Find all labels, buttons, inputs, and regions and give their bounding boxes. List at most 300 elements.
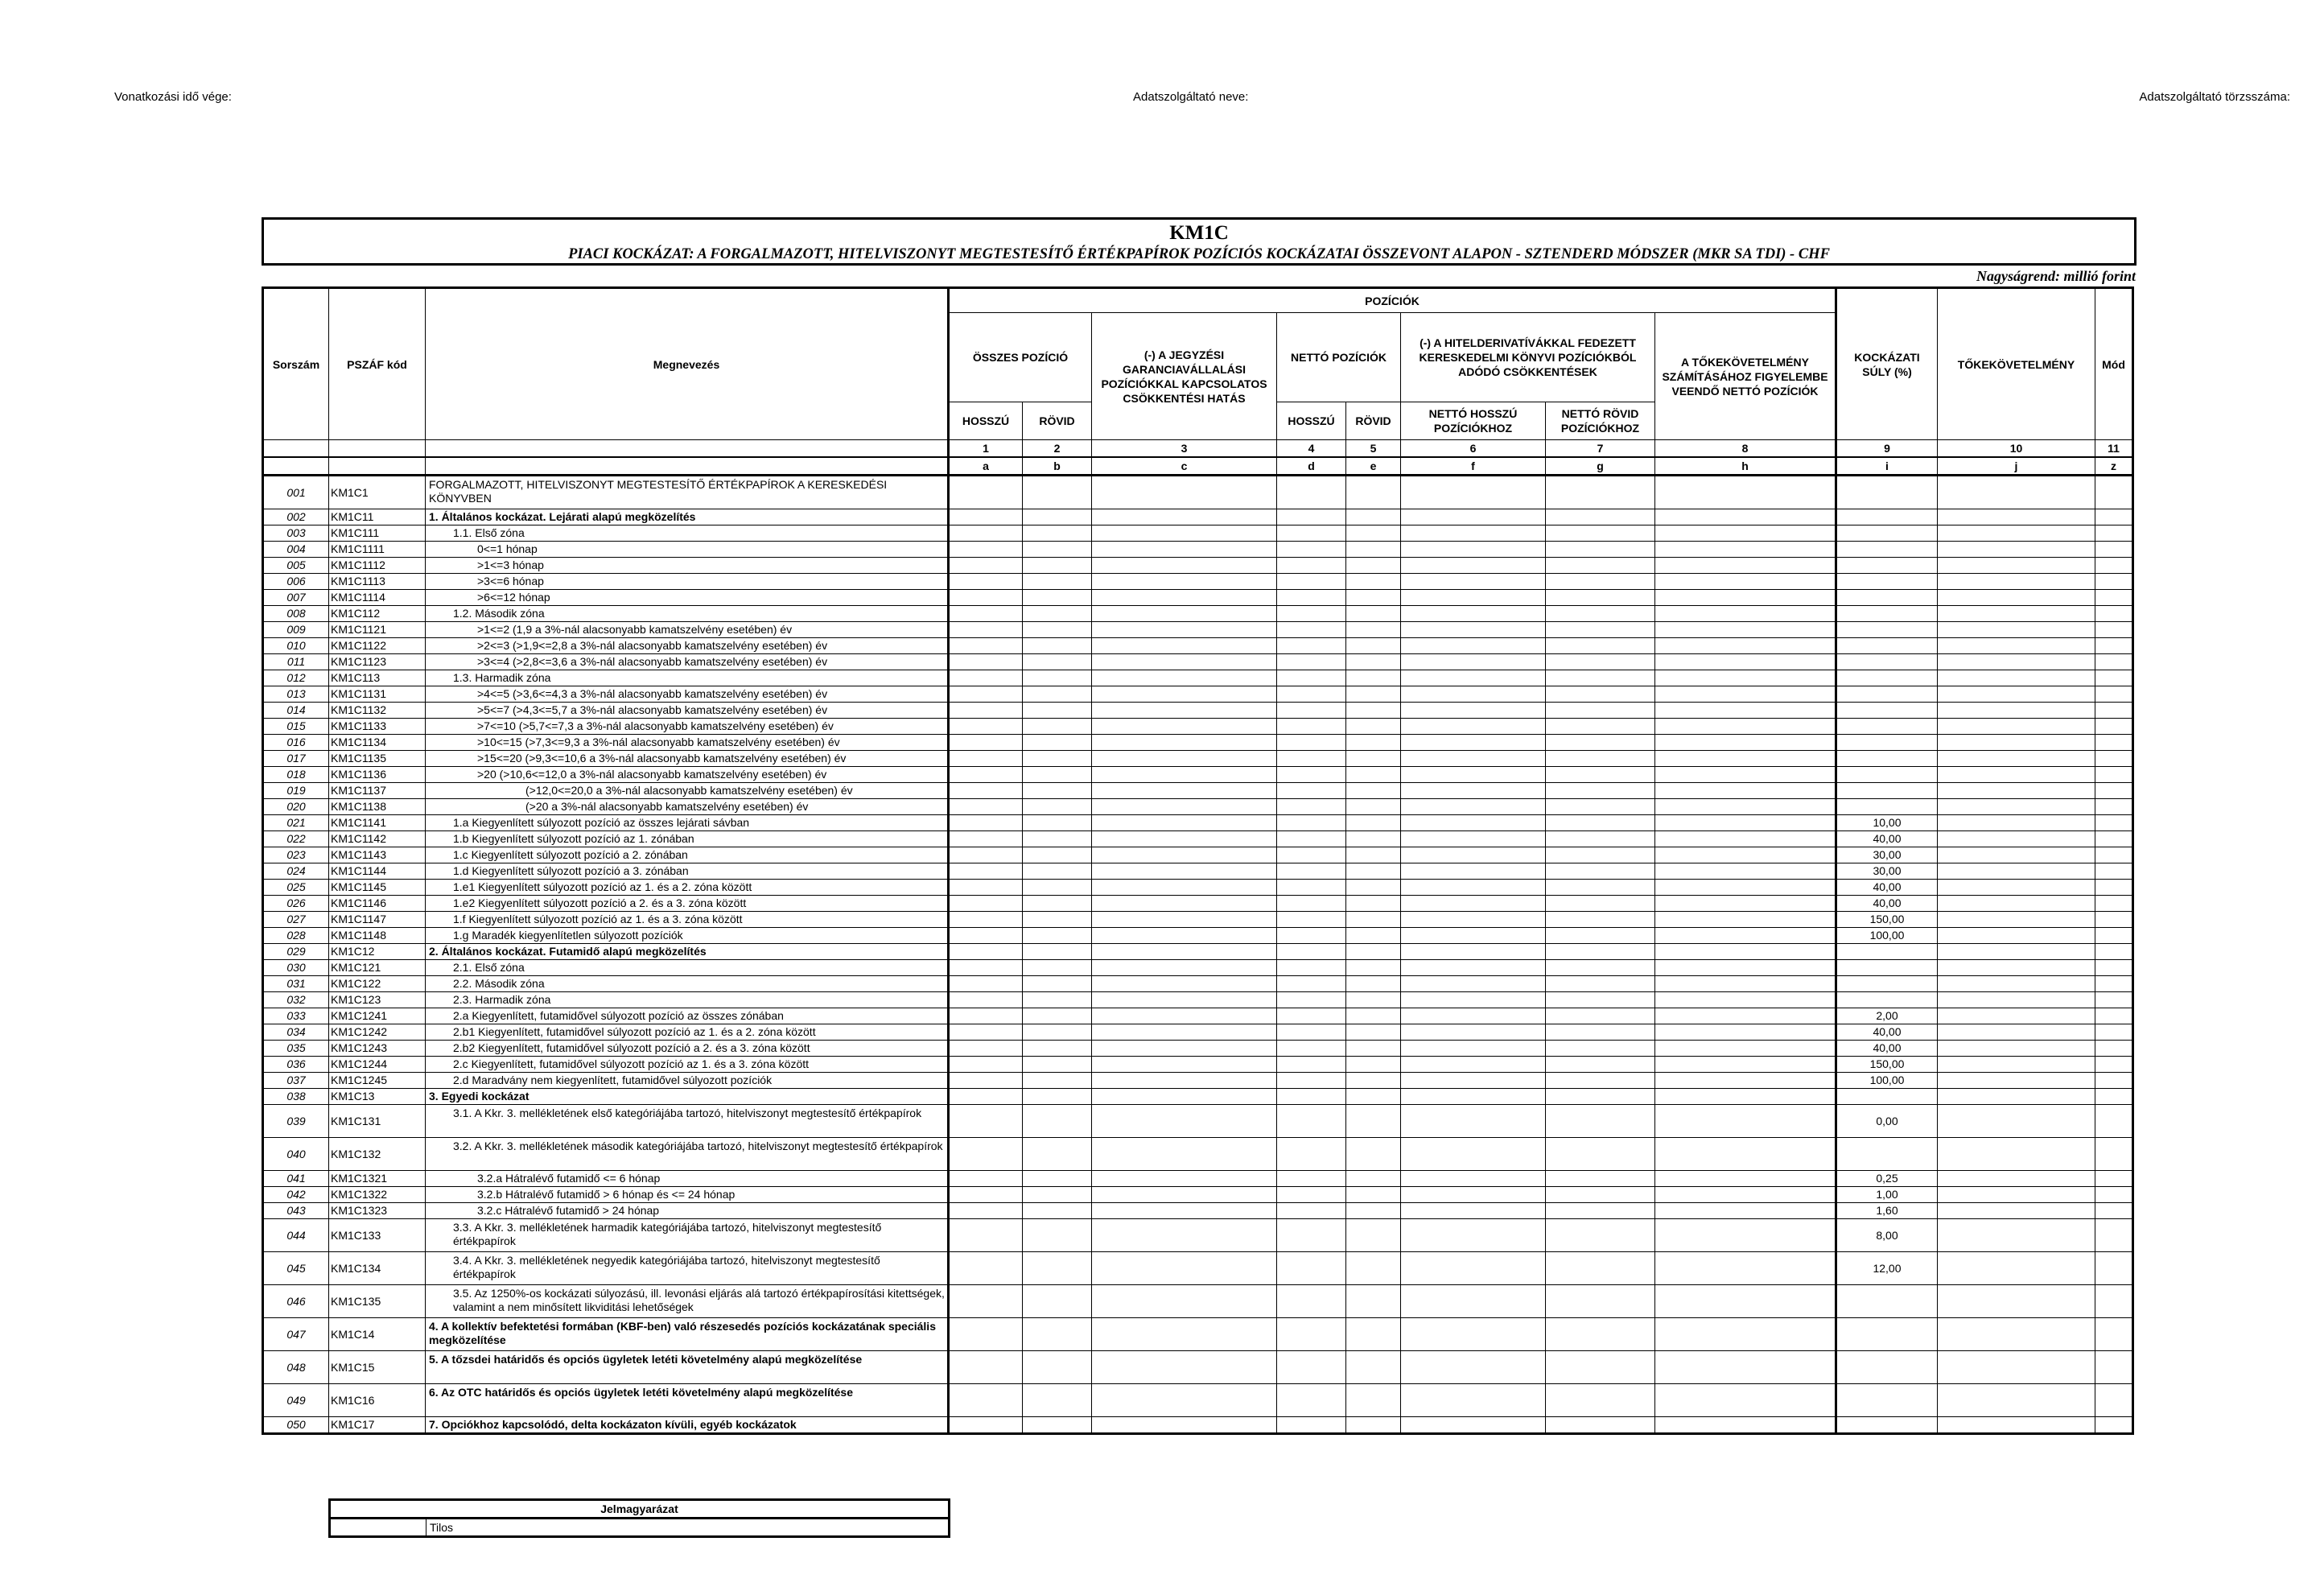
risk-weight-cell[interactable] bbox=[1836, 751, 1938, 767]
risk-weight-cell[interactable] bbox=[1836, 1351, 1938, 1384]
data-cell[interactable] bbox=[949, 606, 1023, 622]
data-cell[interactable] bbox=[1655, 831, 1836, 847]
data-cell[interactable] bbox=[1401, 799, 1546, 815]
data-cell[interactable] bbox=[1092, 509, 1277, 525]
data-cell[interactable] bbox=[1023, 476, 1092, 509]
risk-weight-cell[interactable] bbox=[1836, 638, 1938, 654]
data-cell[interactable] bbox=[949, 1318, 1023, 1351]
data-cell[interactable] bbox=[1023, 1351, 1092, 1384]
data-cell[interactable] bbox=[949, 542, 1023, 558]
data-cell[interactable] bbox=[1092, 525, 1277, 542]
risk-weight-cell[interactable] bbox=[1836, 590, 1938, 606]
data-cell[interactable] bbox=[1401, 1171, 1546, 1187]
data-cell[interactable] bbox=[949, 654, 1023, 670]
data-cell[interactable] bbox=[1655, 606, 1836, 622]
risk-weight-cell[interactable] bbox=[1836, 1417, 1938, 1434]
data-cell[interactable] bbox=[1092, 1417, 1277, 1434]
data-cell[interactable] bbox=[1546, 944, 1655, 960]
data-cell[interactable] bbox=[1655, 1252, 1836, 1285]
data-cell[interactable] bbox=[1277, 1384, 1346, 1417]
data-cell[interactable] bbox=[2095, 670, 2133, 686]
data-cell[interactable] bbox=[1277, 799, 1346, 815]
data-cell[interactable] bbox=[1023, 1041, 1092, 1057]
data-cell[interactable] bbox=[1938, 509, 2095, 525]
data-cell[interactable] bbox=[1023, 815, 1092, 831]
data-cell[interactable] bbox=[1938, 1285, 2095, 1318]
data-cell[interactable] bbox=[1092, 1384, 1277, 1417]
risk-weight-cell[interactable]: 30,00 bbox=[1836, 863, 1938, 880]
data-cell[interactable] bbox=[1401, 1252, 1546, 1285]
data-cell[interactable] bbox=[949, 1073, 1023, 1089]
data-cell[interactable] bbox=[1277, 703, 1346, 719]
data-cell[interactable] bbox=[1655, 1318, 1836, 1351]
data-cell[interactable] bbox=[1092, 1351, 1277, 1384]
data-cell[interactable] bbox=[1546, 558, 1655, 574]
data-cell[interactable] bbox=[949, 1219, 1023, 1252]
data-cell[interactable] bbox=[1277, 783, 1346, 799]
data-cell[interactable] bbox=[1277, 670, 1346, 686]
data-cell[interactable] bbox=[1401, 1138, 1546, 1171]
data-cell[interactable] bbox=[1092, 767, 1277, 783]
data-cell[interactable] bbox=[1546, 976, 1655, 992]
data-cell[interactable] bbox=[1655, 525, 1836, 542]
data-cell[interactable] bbox=[1655, 686, 1836, 703]
risk-weight-cell[interactable]: 0,00 bbox=[1836, 1105, 1938, 1138]
data-cell[interactable] bbox=[2095, 1203, 2133, 1219]
risk-weight-cell[interactable] bbox=[1836, 960, 1938, 976]
data-cell[interactable] bbox=[949, 574, 1023, 590]
data-cell[interactable] bbox=[1938, 1089, 2095, 1105]
data-cell[interactable] bbox=[1938, 960, 2095, 976]
data-cell[interactable] bbox=[1092, 1187, 1277, 1203]
data-cell[interactable] bbox=[1938, 1024, 2095, 1041]
data-cell[interactable] bbox=[1401, 686, 1546, 703]
data-cell[interactable] bbox=[2095, 686, 2133, 703]
data-cell[interactable] bbox=[1546, 525, 1655, 542]
data-cell[interactable] bbox=[1655, 751, 1836, 767]
data-cell[interactable] bbox=[1092, 815, 1277, 831]
data-cell[interactable] bbox=[1655, 476, 1836, 509]
data-cell[interactable] bbox=[1092, 719, 1277, 735]
data-cell[interactable] bbox=[1277, 1073, 1346, 1089]
data-cell[interactable] bbox=[1277, 1171, 1346, 1187]
data-cell[interactable] bbox=[1655, 1105, 1836, 1138]
data-cell[interactable] bbox=[1938, 735, 2095, 751]
data-cell[interactable] bbox=[1546, 1041, 1655, 1057]
data-cell[interactable] bbox=[1346, 1351, 1401, 1384]
risk-weight-cell[interactable] bbox=[1836, 719, 1938, 735]
data-cell[interactable] bbox=[1655, 960, 1836, 976]
data-cell[interactable] bbox=[1546, 719, 1655, 735]
data-cell[interactable] bbox=[1655, 992, 1836, 1008]
data-cell[interactable] bbox=[1655, 719, 1836, 735]
data-cell[interactable] bbox=[1938, 1187, 2095, 1203]
data-cell[interactable] bbox=[2095, 638, 2133, 654]
data-cell[interactable] bbox=[949, 719, 1023, 735]
risk-weight-cell[interactable]: 1,60 bbox=[1836, 1203, 1938, 1219]
data-cell[interactable] bbox=[1938, 574, 2095, 590]
data-cell[interactable] bbox=[1401, 1008, 1546, 1024]
data-cell[interactable] bbox=[1655, 1008, 1836, 1024]
data-cell[interactable] bbox=[1023, 590, 1092, 606]
data-cell[interactable] bbox=[1023, 1171, 1092, 1187]
data-cell[interactable] bbox=[2095, 719, 2133, 735]
data-cell[interactable] bbox=[1023, 1024, 1092, 1041]
data-cell[interactable] bbox=[1023, 928, 1092, 944]
data-cell[interactable] bbox=[1023, 1089, 1092, 1105]
data-cell[interactable] bbox=[949, 1024, 1023, 1041]
data-cell[interactable] bbox=[1023, 751, 1092, 767]
data-cell[interactable] bbox=[1023, 1008, 1092, 1024]
data-cell[interactable] bbox=[1277, 574, 1346, 590]
data-cell[interactable] bbox=[1655, 1171, 1836, 1187]
risk-weight-cell[interactable] bbox=[1836, 670, 1938, 686]
data-cell[interactable] bbox=[1655, 1203, 1836, 1219]
data-cell[interactable] bbox=[1938, 622, 2095, 638]
data-cell[interactable] bbox=[1938, 912, 2095, 928]
data-cell[interactable] bbox=[949, 1171, 1023, 1187]
data-cell[interactable] bbox=[1938, 719, 2095, 735]
data-cell[interactable] bbox=[1346, 719, 1401, 735]
data-cell[interactable] bbox=[1092, 476, 1277, 509]
data-cell[interactable] bbox=[1092, 1138, 1277, 1171]
data-cell[interactable] bbox=[1546, 1203, 1655, 1219]
data-cell[interactable] bbox=[949, 863, 1023, 880]
data-cell[interactable] bbox=[949, 509, 1023, 525]
data-cell[interactable] bbox=[1346, 670, 1401, 686]
data-cell[interactable] bbox=[949, 751, 1023, 767]
data-cell[interactable] bbox=[1092, 590, 1277, 606]
data-cell[interactable] bbox=[1346, 622, 1401, 638]
data-cell[interactable] bbox=[1546, 831, 1655, 847]
data-cell[interactable] bbox=[1277, 1105, 1346, 1138]
data-cell[interactable] bbox=[1023, 992, 1092, 1008]
data-cell[interactable] bbox=[1346, 912, 1401, 928]
data-cell[interactable] bbox=[1346, 992, 1401, 1008]
data-cell[interactable] bbox=[1092, 783, 1277, 799]
data-cell[interactable] bbox=[1938, 992, 2095, 1008]
data-cell[interactable] bbox=[2095, 1318, 2133, 1351]
risk-weight-cell[interactable] bbox=[1836, 799, 1938, 815]
data-cell[interactable] bbox=[1401, 1073, 1546, 1089]
data-cell[interactable] bbox=[1092, 1089, 1277, 1105]
data-cell[interactable] bbox=[1938, 654, 2095, 670]
data-cell[interactable] bbox=[1655, 1041, 1836, 1057]
data-cell[interactable] bbox=[2095, 847, 2133, 863]
data-cell[interactable] bbox=[2095, 525, 2133, 542]
data-cell[interactable] bbox=[1546, 1008, 1655, 1024]
risk-weight-cell[interactable] bbox=[1836, 1285, 1938, 1318]
data-cell[interactable] bbox=[1346, 1384, 1401, 1417]
data-cell[interactable] bbox=[1401, 525, 1546, 542]
data-cell[interactable] bbox=[1401, 1041, 1546, 1057]
data-cell[interactable] bbox=[2095, 863, 2133, 880]
data-cell[interactable] bbox=[1092, 1105, 1277, 1138]
data-cell[interactable] bbox=[949, 1384, 1023, 1417]
risk-weight-cell[interactable] bbox=[1836, 509, 1938, 525]
data-cell[interactable] bbox=[949, 1417, 1023, 1434]
data-cell[interactable] bbox=[2095, 960, 2133, 976]
data-cell[interactable] bbox=[1546, 638, 1655, 654]
risk-weight-cell[interactable] bbox=[1836, 622, 1938, 638]
data-cell[interactable] bbox=[949, 1252, 1023, 1285]
data-cell[interactable] bbox=[1401, 1384, 1546, 1417]
data-cell[interactable] bbox=[1938, 1219, 2095, 1252]
data-cell[interactable] bbox=[2095, 944, 2133, 960]
data-cell[interactable] bbox=[949, 1089, 1023, 1105]
data-cell[interactable] bbox=[1092, 574, 1277, 590]
data-cell[interactable] bbox=[1401, 1285, 1546, 1318]
data-cell[interactable] bbox=[1401, 912, 1546, 928]
data-cell[interactable] bbox=[2095, 542, 2133, 558]
data-cell[interactable] bbox=[1938, 896, 2095, 912]
data-cell[interactable] bbox=[1277, 1417, 1346, 1434]
data-cell[interactable] bbox=[1938, 1171, 2095, 1187]
data-cell[interactable] bbox=[1092, 638, 1277, 654]
data-cell[interactable] bbox=[1277, 976, 1346, 992]
data-cell[interactable] bbox=[1023, 670, 1092, 686]
data-cell[interactable] bbox=[1092, 622, 1277, 638]
data-cell[interactable] bbox=[1546, 1219, 1655, 1252]
data-cell[interactable] bbox=[1401, 622, 1546, 638]
data-cell[interactable] bbox=[1346, 1203, 1401, 1219]
data-cell[interactable] bbox=[1401, 703, 1546, 719]
data-cell[interactable] bbox=[1655, 976, 1836, 992]
data-cell[interactable] bbox=[1546, 1285, 1655, 1318]
data-cell[interactable] bbox=[1277, 928, 1346, 944]
data-cell[interactable] bbox=[1655, 767, 1836, 783]
data-cell[interactable] bbox=[1655, 880, 1836, 896]
data-cell[interactable] bbox=[1546, 476, 1655, 509]
data-cell[interactable] bbox=[1546, 542, 1655, 558]
data-cell[interactable] bbox=[1277, 880, 1346, 896]
data-cell[interactable] bbox=[1346, 1138, 1401, 1171]
data-cell[interactable] bbox=[1938, 767, 2095, 783]
data-cell[interactable] bbox=[949, 590, 1023, 606]
risk-weight-cell[interactable] bbox=[1836, 1384, 1938, 1417]
data-cell[interactable] bbox=[1938, 944, 2095, 960]
data-cell[interactable] bbox=[2095, 606, 2133, 622]
data-cell[interactable] bbox=[1655, 1138, 1836, 1171]
data-cell[interactable] bbox=[1938, 863, 2095, 880]
data-cell[interactable] bbox=[2095, 1041, 2133, 1057]
data-cell[interactable] bbox=[1346, 1057, 1401, 1073]
data-cell[interactable] bbox=[1401, 670, 1546, 686]
data-cell[interactable] bbox=[1092, 670, 1277, 686]
data-cell[interactable] bbox=[949, 831, 1023, 847]
data-cell[interactable] bbox=[949, 1351, 1023, 1384]
data-cell[interactable] bbox=[1401, 654, 1546, 670]
data-cell[interactable] bbox=[1092, 735, 1277, 751]
data-cell[interactable] bbox=[1938, 1351, 2095, 1384]
data-cell[interactable] bbox=[2095, 574, 2133, 590]
data-cell[interactable] bbox=[1277, 1089, 1346, 1105]
data-cell[interactable] bbox=[1401, 976, 1546, 992]
data-cell[interactable] bbox=[1401, 1203, 1546, 1219]
data-cell[interactable] bbox=[2095, 880, 2133, 896]
data-cell[interactable] bbox=[1092, 863, 1277, 880]
data-cell[interactable] bbox=[1546, 1138, 1655, 1171]
data-cell[interactable] bbox=[1938, 1318, 2095, 1351]
data-cell[interactable] bbox=[1401, 1187, 1546, 1203]
data-cell[interactable] bbox=[1346, 686, 1401, 703]
data-cell[interactable] bbox=[1655, 1219, 1836, 1252]
data-cell[interactable] bbox=[1938, 476, 2095, 509]
data-cell[interactable] bbox=[1401, 960, 1546, 976]
data-cell[interactable] bbox=[1401, 1105, 1546, 1138]
data-cell[interactable] bbox=[1546, 509, 1655, 525]
data-cell[interactable] bbox=[1938, 670, 2095, 686]
data-cell[interactable] bbox=[2095, 1171, 2133, 1187]
data-cell[interactable] bbox=[1546, 1073, 1655, 1089]
data-cell[interactable] bbox=[1346, 1252, 1401, 1285]
data-cell[interactable] bbox=[949, 670, 1023, 686]
risk-weight-cell[interactable]: 2,00 bbox=[1836, 1008, 1938, 1024]
data-cell[interactable] bbox=[1023, 831, 1092, 847]
data-cell[interactable] bbox=[1655, 542, 1836, 558]
data-cell[interactable] bbox=[1546, 863, 1655, 880]
data-cell[interactable] bbox=[1023, 1073, 1092, 1089]
data-cell[interactable] bbox=[949, 912, 1023, 928]
data-cell[interactable] bbox=[1546, 880, 1655, 896]
data-cell[interactable] bbox=[1655, 1089, 1836, 1105]
data-cell[interactable] bbox=[949, 783, 1023, 799]
data-cell[interactable] bbox=[1346, 1073, 1401, 1089]
data-cell[interactable] bbox=[1546, 912, 1655, 928]
data-cell[interactable] bbox=[2095, 1105, 2133, 1138]
data-cell[interactable] bbox=[1277, 1008, 1346, 1024]
data-cell[interactable] bbox=[949, 1008, 1023, 1024]
data-cell[interactable] bbox=[1346, 783, 1401, 799]
data-cell[interactable] bbox=[1546, 751, 1655, 767]
risk-weight-cell[interactable]: 100,00 bbox=[1836, 1073, 1938, 1089]
data-cell[interactable] bbox=[1346, 847, 1401, 863]
data-cell[interactable] bbox=[1546, 1187, 1655, 1203]
data-cell[interactable] bbox=[1938, 1057, 2095, 1073]
data-cell[interactable] bbox=[949, 703, 1023, 719]
data-cell[interactable] bbox=[1092, 831, 1277, 847]
data-cell[interactable] bbox=[1346, 815, 1401, 831]
risk-weight-cell[interactable] bbox=[1836, 703, 1938, 719]
data-cell[interactable] bbox=[1401, 1417, 1546, 1434]
data-cell[interactable] bbox=[1938, 880, 2095, 896]
data-cell[interactable] bbox=[2095, 1073, 2133, 1089]
data-cell[interactable] bbox=[1546, 606, 1655, 622]
data-cell[interactable] bbox=[1023, 1384, 1092, 1417]
data-cell[interactable] bbox=[1346, 703, 1401, 719]
data-cell[interactable] bbox=[1546, 1171, 1655, 1187]
data-cell[interactable] bbox=[1277, 1024, 1346, 1041]
data-cell[interactable] bbox=[1401, 476, 1546, 509]
data-cell[interactable] bbox=[2095, 815, 2133, 831]
data-cell[interactable] bbox=[1655, 703, 1836, 719]
data-cell[interactable] bbox=[1277, 847, 1346, 863]
data-cell[interactable] bbox=[949, 686, 1023, 703]
data-cell[interactable] bbox=[1092, 1252, 1277, 1285]
data-cell[interactable] bbox=[1092, 799, 1277, 815]
data-cell[interactable] bbox=[1346, 880, 1401, 896]
data-cell[interactable] bbox=[2095, 509, 2133, 525]
data-cell[interactable] bbox=[1546, 1384, 1655, 1417]
data-cell[interactable] bbox=[1655, 1351, 1836, 1384]
data-cell[interactable] bbox=[1346, 1024, 1401, 1041]
risk-weight-cell[interactable]: 40,00 bbox=[1836, 880, 1938, 896]
data-cell[interactable] bbox=[1546, 1105, 1655, 1138]
data-cell[interactable] bbox=[1401, 574, 1546, 590]
data-cell[interactable] bbox=[1023, 1285, 1092, 1318]
data-cell[interactable] bbox=[1023, 638, 1092, 654]
data-cell[interactable] bbox=[1277, 896, 1346, 912]
data-cell[interactable] bbox=[1346, 944, 1401, 960]
data-cell[interactable] bbox=[949, 976, 1023, 992]
data-cell[interactable] bbox=[1401, 880, 1546, 896]
data-cell[interactable] bbox=[1092, 686, 1277, 703]
data-cell[interactable] bbox=[949, 1203, 1023, 1219]
data-cell[interactable] bbox=[1655, 1024, 1836, 1041]
data-cell[interactable] bbox=[2095, 896, 2133, 912]
data-cell[interactable] bbox=[949, 476, 1023, 509]
data-cell[interactable] bbox=[949, 1057, 1023, 1073]
data-cell[interactable] bbox=[1346, 928, 1401, 944]
data-cell[interactable] bbox=[2095, 703, 2133, 719]
data-cell[interactable] bbox=[1655, 558, 1836, 574]
data-cell[interactable] bbox=[1401, 1089, 1546, 1105]
data-cell[interactable] bbox=[1277, 525, 1346, 542]
data-cell[interactable] bbox=[1401, 928, 1546, 944]
data-cell[interactable] bbox=[1277, 815, 1346, 831]
data-cell[interactable] bbox=[1401, 590, 1546, 606]
data-cell[interactable] bbox=[1546, 992, 1655, 1008]
data-cell[interactable] bbox=[2095, 1187, 2133, 1203]
data-cell[interactable] bbox=[1401, 767, 1546, 783]
data-cell[interactable] bbox=[1938, 703, 2095, 719]
data-cell[interactable] bbox=[2095, 1252, 2133, 1285]
data-cell[interactable] bbox=[1401, 1024, 1546, 1041]
data-cell[interactable] bbox=[1346, 799, 1401, 815]
data-cell[interactable] bbox=[1346, 1285, 1401, 1318]
data-cell[interactable] bbox=[2095, 1089, 2133, 1105]
risk-weight-cell[interactable] bbox=[1836, 558, 1938, 574]
data-cell[interactable] bbox=[1092, 1285, 1277, 1318]
data-cell[interactable] bbox=[1346, 1105, 1401, 1138]
data-cell[interactable] bbox=[1277, 1351, 1346, 1384]
data-cell[interactable] bbox=[1023, 1138, 1092, 1171]
data-cell[interactable] bbox=[1655, 735, 1836, 751]
data-cell[interactable] bbox=[1346, 654, 1401, 670]
data-cell[interactable] bbox=[1546, 815, 1655, 831]
data-cell[interactable] bbox=[1023, 1318, 1092, 1351]
data-cell[interactable] bbox=[1546, 1417, 1655, 1434]
data-cell[interactable] bbox=[1938, 783, 2095, 799]
data-cell[interactable] bbox=[1938, 1252, 2095, 1285]
data-cell[interactable] bbox=[2095, 590, 2133, 606]
data-cell[interactable] bbox=[1401, 719, 1546, 735]
data-cell[interactable] bbox=[1346, 1008, 1401, 1024]
data-cell[interactable] bbox=[2095, 767, 2133, 783]
data-cell[interactable] bbox=[1938, 1008, 2095, 1024]
data-cell[interactable] bbox=[1023, 1105, 1092, 1138]
data-cell[interactable] bbox=[1546, 928, 1655, 944]
data-cell[interactable] bbox=[1277, 1057, 1346, 1073]
data-cell[interactable] bbox=[1277, 719, 1346, 735]
data-cell[interactable] bbox=[1546, 896, 1655, 912]
data-cell[interactable] bbox=[1346, 1171, 1401, 1187]
data-cell[interactable] bbox=[1938, 928, 2095, 944]
data-cell[interactable] bbox=[1023, 719, 1092, 735]
data-cell[interactable] bbox=[1655, 574, 1836, 590]
data-cell[interactable] bbox=[2095, 1417, 2133, 1434]
data-cell[interactable] bbox=[1023, 1219, 1092, 1252]
